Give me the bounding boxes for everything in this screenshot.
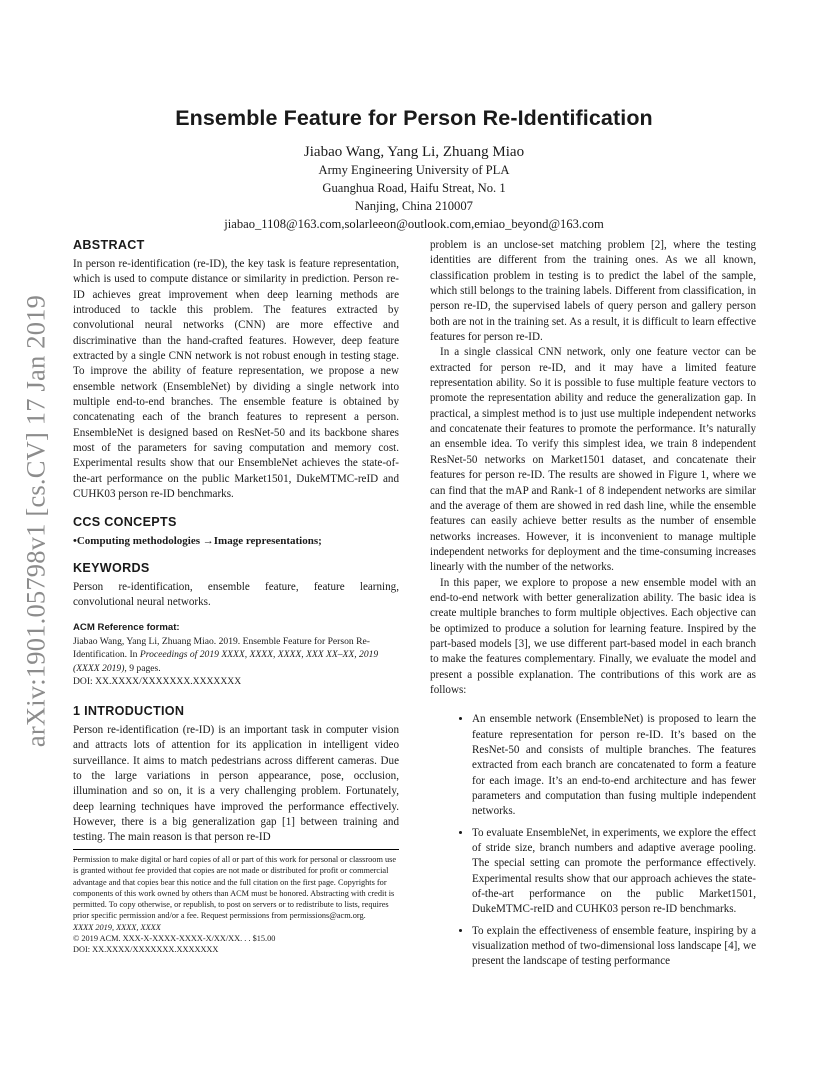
copyright-line: © 2019 ACM. XXX-X-XXXX-XXXX-X/XX/XX. . . $15.00 (73, 934, 276, 944)
intro-paragraph-continued: problem is an unclose-set matching problem [2], where the testing identities are different from the training ones. As we all known, classification problem in testing is to predict the label of the sample, which still belongs to the training labels. Different from classification, in person re-ID, the supervised labels of query person and gallery person both are not in the training set. As a result, it is difficult to learn effective features for person re-ID. (430, 239, 756, 344)
email-line: jiabao_1108@163.com,solarleeon@outlook.com,emiao_beyond@163.com (224, 217, 604, 231)
footnote-doi: DOI: XX.XXXX/XXXXXXX.XXXXXXX (73, 945, 219, 955)
introduction-heading: 1 INTRODUCTION (73, 703, 185, 718)
footnote-venue: XXXX 2019, XXXX, XXXX (73, 922, 161, 932)
acm-reference-heading: ACM Reference format: (73, 621, 180, 633)
keywords-heading: KEYWORDS (73, 560, 150, 575)
contribution-item: • To explain the effectiveness of ensemble feature, inspiring by a visualization method of two-dimensional loss landscape [4], we present the landscape of testing performance (472, 924, 756, 970)
paper-header (60, 106, 768, 233)
acm-reference-text (73, 635, 399, 676)
contribution-item: • To evaluate EnsembleNet, in experiments, we explore the effect of stride size, branch numbers and adaptive average pooling. The special setting can promote the performance effectively. Experimental results show that our approach achieves the state-of-the-art performance on the public Market1501, DukeMTMC-reID and CUHK03 person re-ID benchmarks. (472, 826, 756, 918)
author-list: Jiabao Wang, Yang Li, Zhuang Miao (303, 144, 525, 160)
ccs-heading: CCS CONCEPTS (73, 514, 177, 529)
permission-footnote (73, 849, 399, 956)
keywords-text: Person re-identification, ensemble feature, feature learning, convolutional neural networks. (73, 580, 399, 609)
permission-text: Permission to make digital or hard copies of all or part of this work for personal or classroom use is granted without fee provided that copies are not made or distributed for profit or commercial advantage and that copies bear this notice and the full citation on the first page. Copyrights for components of this work owned by others than ACM must be honored. Abstracting with credit is permitted. To copy otherwise, or republish, to post on servers or to redistribute to lists, requires prior specific permission and/or a fee. Request permissions from permissions@acm.org. (73, 855, 397, 921)
reference-authors: Jiabao Wang, Yang Li, Zhuang Miao. 2019. Ensemble Feature for Person Re-Identification. In (73, 635, 370, 661)
abstract-text: In person re-identification (re-ID), the key task is feature representation, which is used to compute distance or similarity in prediction. Person re-ID achieves great improvement when deep learning methods are introduced to tackle this problem. The features extracted by convolutional neural networks (CNN) are more effective and discriminative than the hand-crafted features. However, deep feature extracted by a single CNN network is not robust enough in testing stage. To improve the ability of feature representation, we propose a new ensemble network (EnsembleNet) by dividing a single network into multiple end-to-end branches. The ensemble feature is obtained by concatenating each of the branch features to represent a person. EnsembleNet is designed based on ResNet-50 and its backbone shares most of the parameters for saving computation and memory cost. Experimental results show that our EnsembleNet achieves the state-of-the-art performance on the public Market1501, DukeMTMC-reID and CUHK03 person re-ID benchmarks. (73, 258, 399, 501)
intro-paragraph-ensemble: In a single classical CNN network, only one feature vector can be extracted for person re-ID, and it may have a limited feature representation ability. So it is possible to fuse multiple feature vectors to promote the representation ability and reduce the generalization gap. In practical, a simplest method is to just use multiple independent networks and concatenate their features to promote the performance. It’s naturally an ensemble idea. To verify this simplest idea, we train 8 independent ResNet-50 networks on Market1501 dataset, and concatenate their features for person re-ID. The results are showed in Figure 1, where we can find that the mAP and Rank-1 of 8 independent networks are similar and the average of them are showed in red dash line, while the ensemble features can easily achieve better results as the number of ensemble networks increases. However, it is inconvenient to manage multiple independent networks for deployment and the time-consuming increases linearly with the number of the networks. (430, 346, 756, 574)
arxiv-identifier: arXiv:1901.05798v1 [cs.CV] 17 Jan 2019 (20, 294, 51, 748)
left-column (73, 237, 399, 846)
ccs-text: •Computing methodologies →Image representations; (73, 534, 322, 547)
address-line: Guanghua Road, Haifu Streat, No. 1 (322, 181, 506, 195)
city-line: Nanjing, China 210007 (355, 199, 473, 213)
contributions-list (430, 712, 756, 970)
acm-reference-doi: DOI: XX.XXXX/XXXXXXX.XXXXXXX (73, 676, 242, 688)
affiliation-line: Army Engineering University of PLA (318, 163, 510, 177)
introduction-paragraph: Person re-identification (re-ID) is an important task in computer vision and attracts lots of attention for its application in intelligent video surveillance. It aims to match pedestrians across different cameras. Due to the large variations in person appearance, pose, occlusion, illumination and so on, it is a very challenging problem. Fortunately, deep learning techniques have improved the performance effectively. However, there is a big generalization gap [1] between training and testing. The main reason is that person re-ID (73, 723, 399, 844)
paper-title: Ensemble Feature for Person Re-Identification (175, 106, 653, 130)
intro-paragraph-proposal: In this paper, we explore to propose a new ensemble model with an end-to-end network with better generalization ability. The basic idea is create multiple branches to form multiple objectives. Each objective can be optimized to produce a solution for learning feature. Inspired by the part-based models [3], we use different part-based model in each branch to make the features complementary. Finally, we evaluate the model and present a possible explanation. The contributions of this work are as follows: (430, 576, 756, 696)
contribution-item: • An ensemble network (EnsembleNet) is proposed to learn the feature representation for person re-ID. It’s based on the ResNet-50 and consists of multiple branches. The features extracted from each branch are concatenated to form a feature for each image. It’s an end-to-end architecture and has fewer parameters and computation than fusing multiple independent networks. (472, 712, 756, 819)
abstract-heading: ABSTRACT (73, 238, 145, 252)
reference-pages: , 9 pages. (124, 662, 161, 674)
reference-venue: Proceedings of 2019 XXXX, XXXX, XXXX, XXX XX–XX, 2019 (XXXX 2019) (73, 649, 379, 674)
arxiv-sidebar (14, 286, 58, 756)
right-column (430, 238, 756, 976)
